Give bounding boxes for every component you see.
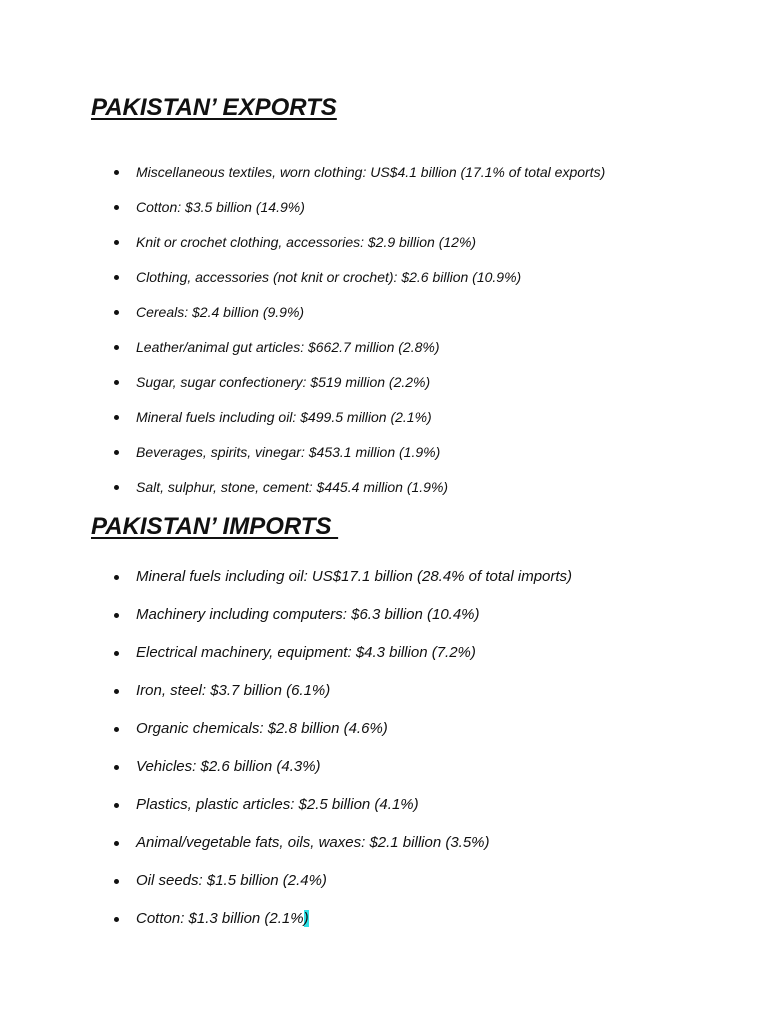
list-item-text: Mineral fuels including oil: $499.5 million (2.1%) [136,409,432,425]
list-item-text: Knit or crochet clothing, accessories: $2.9 billion (12%) [136,234,477,250]
imports-list [0,568,768,948]
bullet-icon [114,205,119,210]
bullet-icon [114,689,119,694]
list-item-text: Leather/animal gut articles: $662.7 million (2.8%) [136,339,440,355]
list-item [0,339,768,374]
list-item-text: Clothing, accessories (not knit or crochet): $2.6 billion (10.9%) [136,269,522,285]
highlighted-text: ) [303,910,309,927]
list-item [0,568,768,606]
list-item [0,479,768,514]
list-item [0,199,768,234]
list-item [0,834,768,872]
bullet-icon [114,450,119,455]
list-item [0,910,768,948]
list-item [0,606,768,644]
list-item-text: Animal/vegetable fats, oils, waxes: $2.1 billion (3.5%) [136,834,490,851]
list-item [0,164,768,199]
list-item [0,269,768,304]
imports-heading: PAKISTAN’ IMPORTS [91,513,339,540]
bullet-icon [114,275,119,280]
bullet-icon [114,651,119,656]
list-item [0,644,768,682]
bullet-icon [114,240,119,245]
list-item [0,758,768,796]
list-item-text: Oil seeds: $1.5 billion (2.4%) [136,872,327,889]
list-item [0,304,768,339]
bullet-icon [114,485,119,490]
list-item-text: Cotton: $1.3 billion (2.1% [136,910,304,927]
bullet-icon [114,613,119,618]
bullet-icon [114,765,119,770]
list-item-text: Miscellaneous textiles, worn clothing: US$4.1 billion (17.1% of total exports) [136,164,606,180]
list-item-text: Cotton: $3.5 billion (14.9%) [136,199,305,215]
bullet-icon [114,575,119,580]
list-item-text: Salt, sulphur, stone, cement: $445.4 million (1.9%) [136,479,449,495]
list-item-text: Electrical machinery, equipment: $4.3 billion (7.2%) [136,644,476,661]
list-item [0,444,768,479]
bullet-icon [114,841,119,846]
list-item [0,234,768,269]
list-item-text: Vehicles: $2.6 billion (4.3%) [136,758,321,775]
list-item-text: Machinery including computers: $6.3 billion (10.4%) [136,606,480,623]
list-item-text: Mineral fuels including oil: US$17.1 billion (28.4% of total imports) [136,568,573,585]
list-item [0,682,768,720]
list-item-text: Plastics, plastic articles: $2.5 billion (4.1%) [136,796,419,813]
exports-heading: PAKISTAN’ EXPORTS [91,94,337,121]
bullet-icon [114,415,119,420]
list-item-text: Cereals: $2.4 billion (9.9%) [136,304,305,320]
bullet-icon [114,380,119,385]
list-item [0,872,768,910]
bullet-icon [114,170,119,175]
bullet-icon [114,803,119,808]
list-item-text: Iron, steel: $3.7 billion (6.1%) [136,682,331,699]
list-item-text: Beverages, spirits, vinegar: $453.1 million (1.9%) [136,444,441,460]
exports-list [0,164,768,514]
bullet-icon [114,917,119,922]
list-item [0,720,768,758]
bullet-icon [114,879,119,884]
list-item-text: Sugar, sugar confectionery: $519 million (2.2%) [136,374,431,390]
bullet-icon [114,345,119,350]
list-item-text: Organic chemicals: $2.8 billion (4.6%) [136,720,388,737]
list-item [0,409,768,444]
bullet-icon [114,727,119,732]
list-item [0,374,768,409]
list-item [0,796,768,834]
bullet-icon [114,310,119,315]
